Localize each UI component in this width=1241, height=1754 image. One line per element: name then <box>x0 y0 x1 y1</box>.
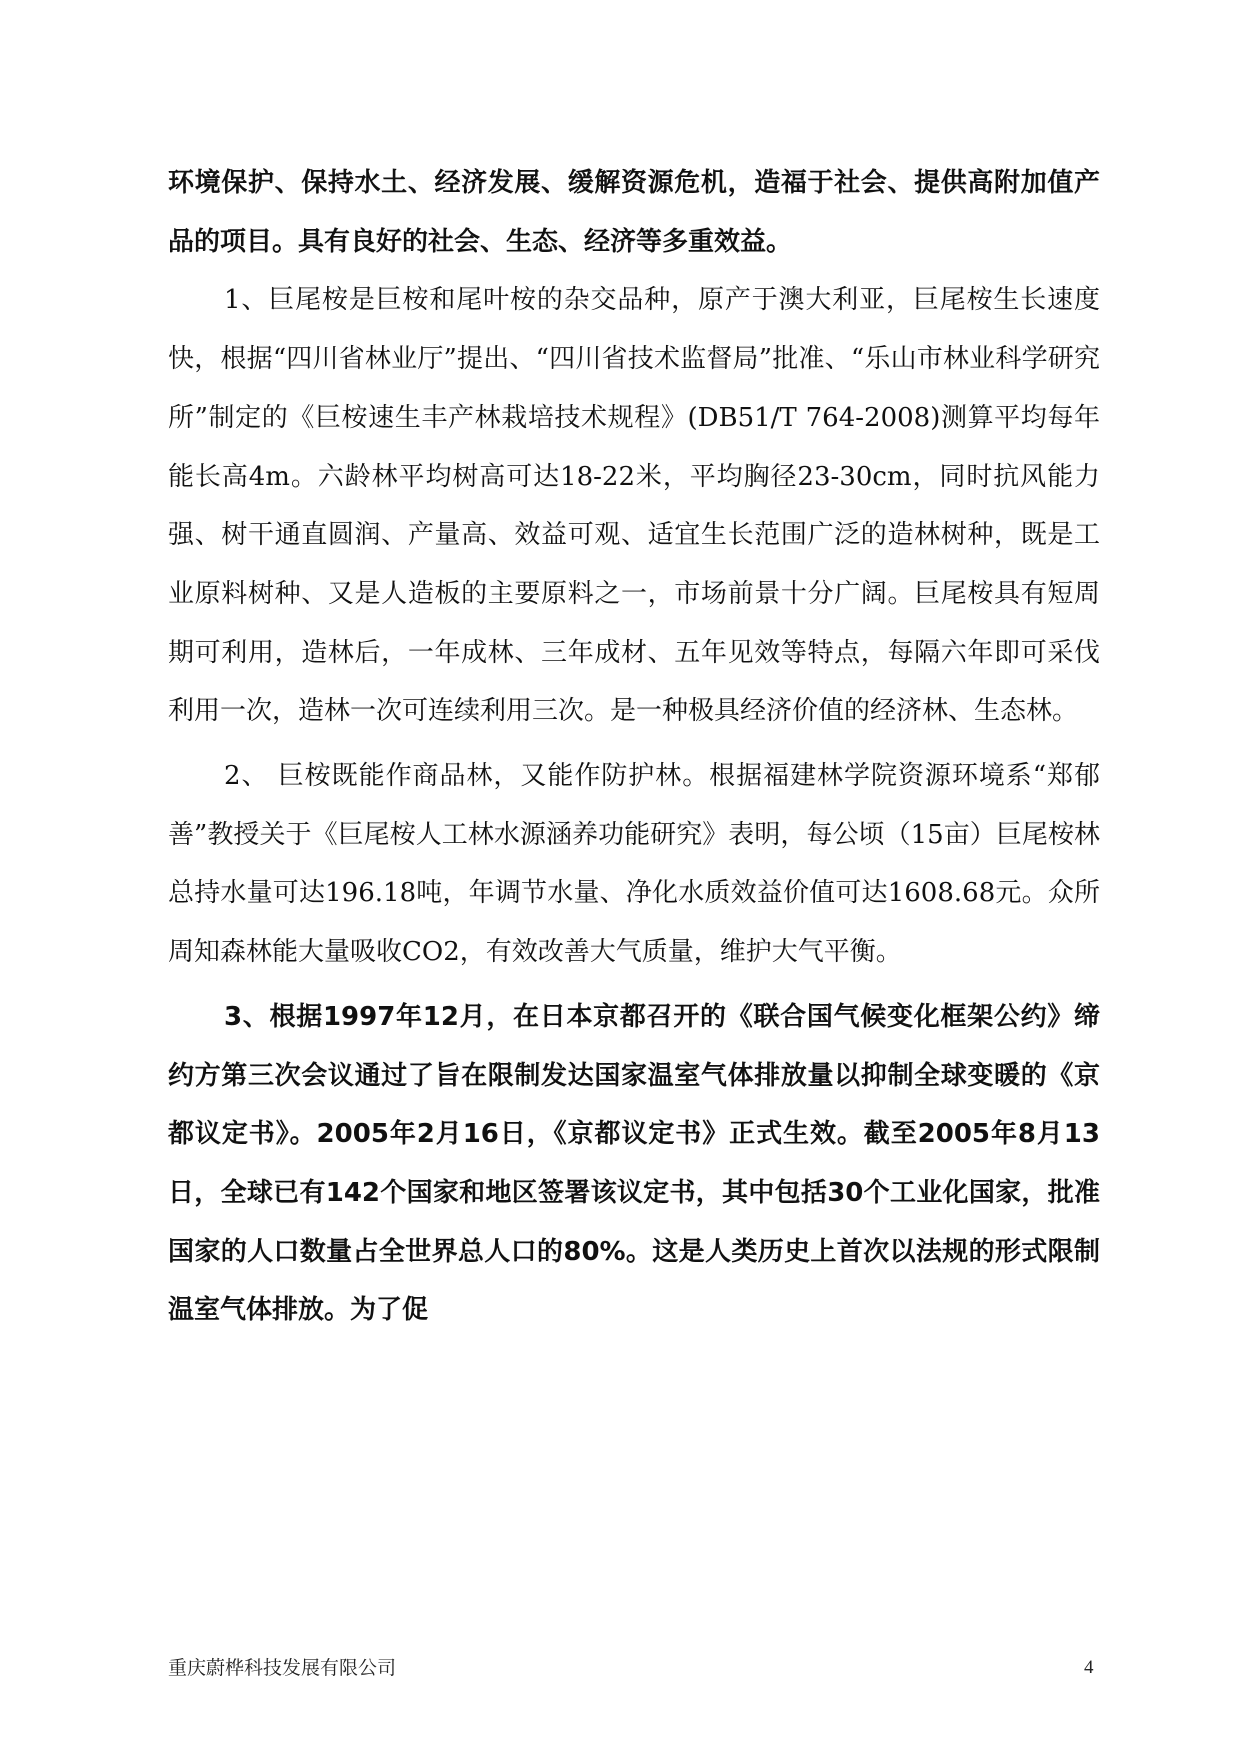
paragraph-3-kyoto-protocol: 3、根据1997年12月，在日本京都召开的《联合国气候变化框架公约》缔约方第三次会议通过了旨在限制发达国家温室气体排放量以抑制全球变暖的《京都议定书》。2005年2月16日，《京都议定书》正式生效。截至2005年8月13日，全球已有142个国家和地区签署该议定书，其中包括30个工业化国家，批准国家的人口数量占全世界总人口的80%。这是人类历史上首次以法规的形式限制温室气体排放。为了促 <box>168 1001 1100 1326</box>
footer-company-name: 重庆蔚桦科技发展有限公司 <box>168 1657 397 1679</box>
paragraph-continuation: 环境保护、保持水土、经济发展、缓解资源危机，造福于社会、提供高附加值产品的项目。具有良好的社会、生态、经济等多重效益。 <box>168 168 1100 257</box>
paragraph-2-protection-forest: 2、 巨桉既能作商品林，又能作防护林。根据福建林学院资源环境系“郑郁善”教授关于《巨尾桉人工林水源涵养功能研究》表明，每公顷（15亩）巨尾桉林总持水量可达196.18吨，年调节水量、净化水质效益价值可达1608.68元。众所周知森林能大量吸收CO2，有效改善大气质量，维护大气平衡。 <box>168 761 1100 968</box>
footer-page-number: 4 <box>1084 1657 1094 1678</box>
paragraph-1-eucalyptus-growth: 1、巨尾桉是巨桉和尾叶桉的杂交品种，原产于澳大利亚，巨尾桉生长速度快，根据“四川省林业厅”提出、“四川省技术监督局”批准、“乐山市林业科学研究所”制定的《巨桉速生丰产林栽培技术规程》(DB51/T 764-2008)测算平均每年能长高4m。六龄林平均树高可达18-22米，平均胸径23-30cm，同时抗风能力强、树干通直圆润、产量高、效益可观、适宜生长范围广泛的造林树种，既是工业原料树种、又是人造板的主要原料之一，市场前景十分广阔。巨尾桉具有短周期可利用，造林后，一年成林、三年成材、五年见效等特点，每隔六年即可采伐利用一次，造林一次可连续利用三次。是一种极具经济价值的经济林、生态林。 <box>168 285 1100 727</box>
document-body <box>168 154 1100 1340</box>
